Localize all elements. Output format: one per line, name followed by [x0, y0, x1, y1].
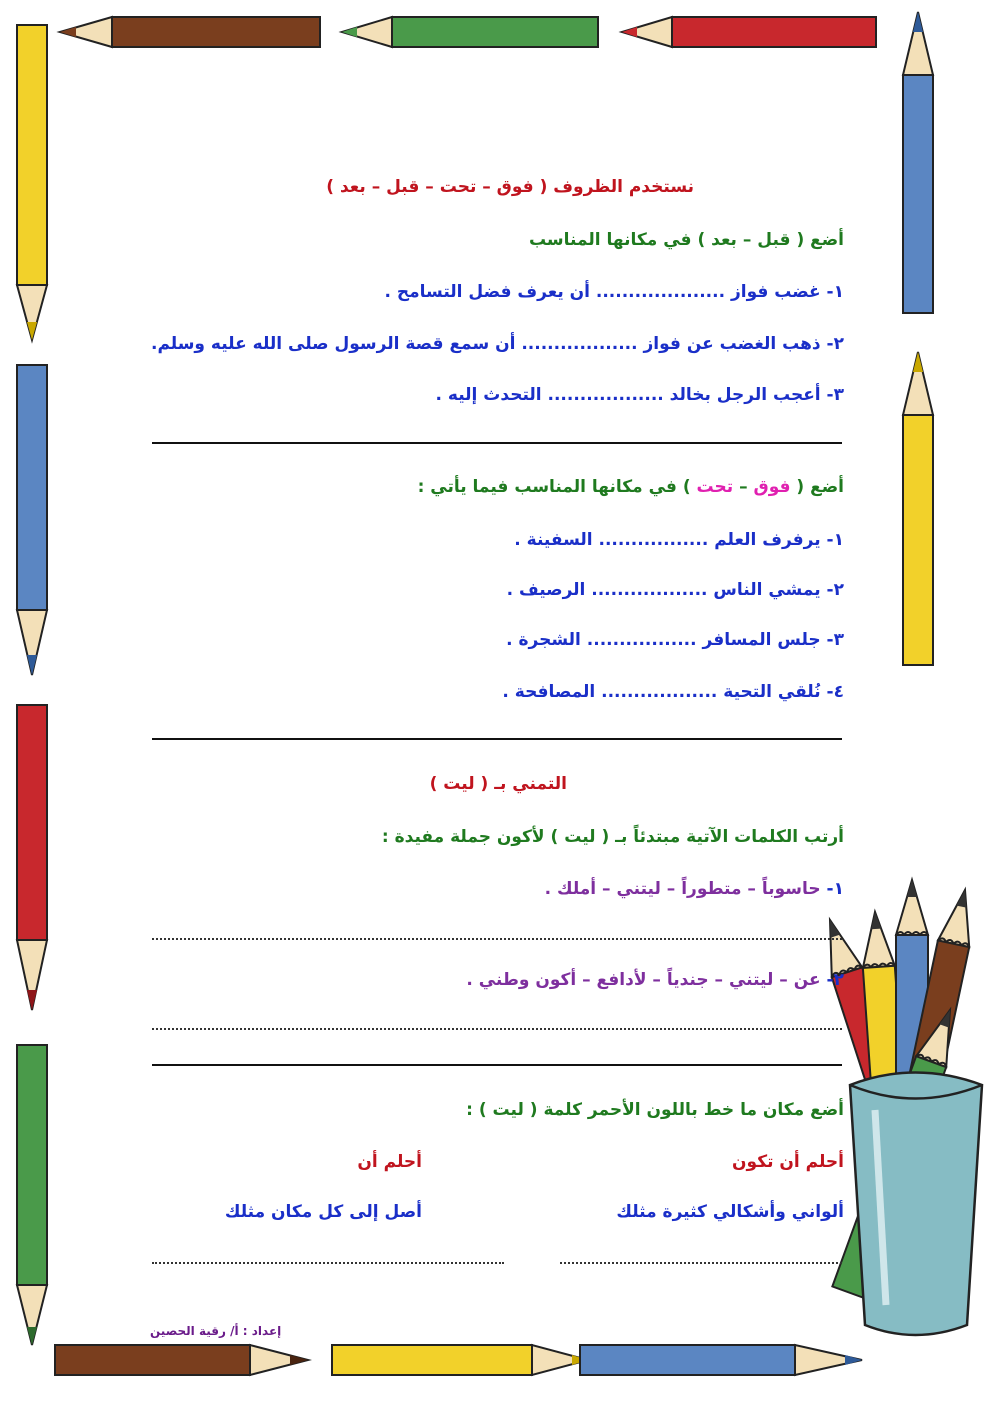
right-blue-phrase: ألواني وأشكالي كثيرة مثلك [616, 1202, 844, 1222]
pencil-yellow-left [17, 25, 47, 340]
pencil-brown-bottom [55, 1345, 308, 1375]
pencil-green-left [17, 1045, 47, 1345]
word-taht: تحت [696, 477, 734, 497]
section1-item-3: ٣- أعجب الرجل بخالد .................. التحدث إليه . [435, 385, 844, 405]
page-title: نستخدم الظروف ( فوق – تحت – قبل – بعد ) [326, 177, 694, 197]
section2-item-3: ٣- جلس المسافر ................. الشجرة . [506, 630, 844, 650]
pencil-blue-bottom [580, 1345, 862, 1375]
right-red-phrase: أحلم أن تكون [732, 1152, 844, 1172]
section1-item-1: ١- غضب فواز .................... أن يعرف فضل التسامح . [384, 282, 844, 302]
pencil-blue-left [17, 365, 47, 675]
pencil-red-top [622, 17, 876, 47]
pencil-yellow-bottom [332, 1345, 588, 1375]
section2-item-1: ١- يرفرف العلم ................. السفينة . [514, 530, 844, 550]
pencil-blue-right [903, 12, 933, 313]
divider [152, 1064, 842, 1066]
section3-heading: التمني بـ ( ليت ) [429, 774, 567, 794]
divider [152, 442, 842, 444]
item-number: ١- [820, 879, 844, 899]
divider [152, 738, 842, 740]
word-fawq: فوق [753, 477, 791, 497]
section4-instruction: أضع مكان ما خط باللون الأحمر كلمة ( ليت ) : [466, 1100, 844, 1120]
instruction-end: ) في مكانها المناسب فيما يأتي : [417, 477, 697, 497]
section3-item-1 [545, 877, 844, 901]
answer-line [152, 938, 842, 940]
pencil-green-top [342, 17, 598, 47]
instruction-start: أضع ( [790, 477, 844, 497]
pencil-red-left [17, 705, 47, 1010]
pencil-brown-top [60, 17, 320, 47]
answer-line-right [560, 1262, 842, 1264]
section1-instruction: أضع ( قبل – بعد ) في مكانها المناسب [528, 230, 844, 250]
section1-item-2: ٢- ذهب الغضب عن فواز .................. أن سمع قصة الرسول صلى الله عليه وسلم. [150, 334, 844, 354]
left-blue-phrase: أصل إلى كل مكان مثلك [224, 1202, 422, 1222]
section2-item-4: ٤- نُلقي التحية .................. المصافحة . [502, 682, 844, 702]
left-red-phrase: أحلم أن [357, 1152, 422, 1172]
section3-instruction: أرتب الكلمات الآتية مبتدئاً بـ ( ليت ) لأكون جملة مفيدة : [381, 827, 844, 847]
item-text: عن – ليتني – جندياً – لأدافع – أكون وطني . [466, 970, 821, 990]
author-credit: إعداد : أ/ رقية الحصين [150, 1324, 282, 1338]
answer-line-left [152, 1262, 504, 1264]
pencil-yellow-right [903, 352, 933, 665]
dash: – [733, 477, 754, 497]
answer-line [152, 1028, 842, 1030]
section2-item-2: ٢- يمشي الناس .................. الرصيف . [506, 580, 844, 600]
section3-item-2 [466, 968, 844, 992]
section2-instruction [418, 475, 844, 499]
item-number: ٢- [820, 970, 844, 990]
item-text: حاسوباً – متطوراً – ليتني – أملك . [544, 879, 821, 899]
